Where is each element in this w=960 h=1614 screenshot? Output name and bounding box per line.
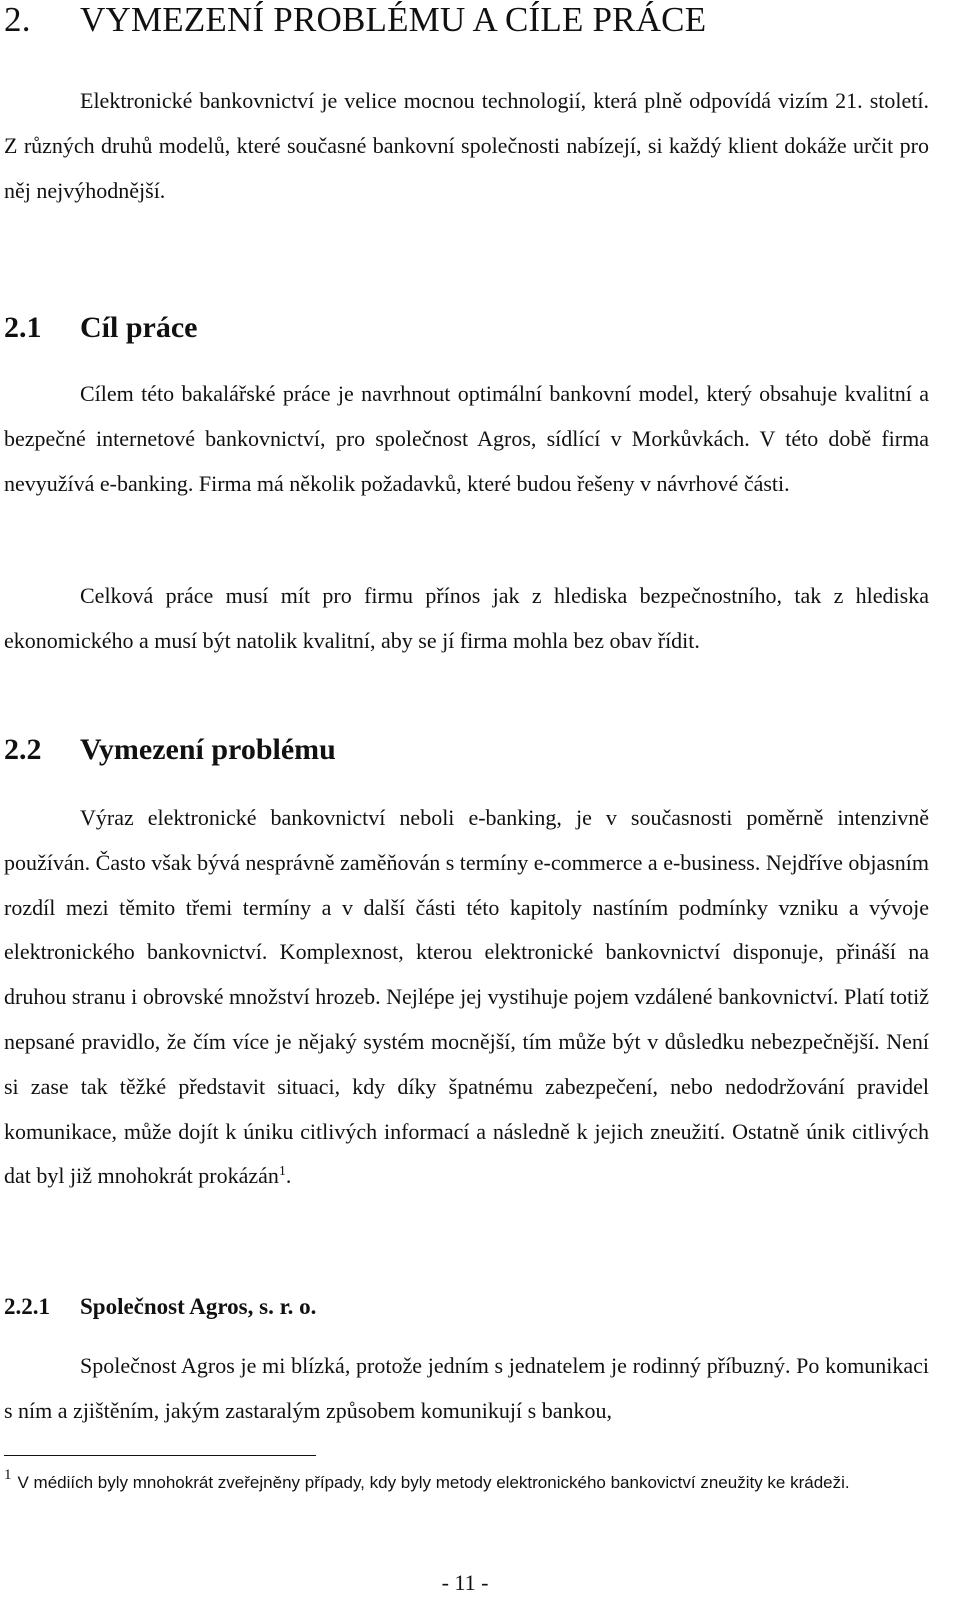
section-2-2-1-number: 2.2.1 <box>4 1294 50 1319</box>
section-2-2-paragraph-end: . <box>285 1163 292 1189</box>
section-2-1-paragraph-2: Celková práce musí mít pro firmu přínos jak z hlediska bezpečnostního, tak z hlediska ekonomického a musí být natolik kvalitní, aby se jí firma mohla bez obav řídit. <box>4 583 929 653</box>
section-2-2-paragraph <box>4 796 929 1199</box>
footnote-text: V médiích byly mnohokrát zveřejněny případy, kdy byly metody elektronického bankovictví zneužity ke krádeži. <box>17 1473 850 1492</box>
intro-paragraph: Elektronické bankovnictví je velice mocnou technologií, která plně odpovídá vizím 21. století. Z různých druhů modelů, které současné bankovní společnosti nabízejí, si každý klient dokáže určit pro něj nejvýhodnější. <box>4 88 929 203</box>
page-number: - 11 - <box>441 1570 489 1595</box>
chapter-title: VYMEZENÍ PROBLÉMU A CÍLE PRÁCE <box>80 0 707 39</box>
chapter-heading <box>4 0 706 40</box>
section-2-1-heading <box>4 311 197 345</box>
footnote-mark: 1 <box>4 1467 12 1483</box>
section-2-2-1-paragraph: Společnost Agros je mi blízká, protože jedním s jednatelem je rodinný příbuzný. Po komunikaci s ním a zjištěním, jakým zastaralým způsobem komunikují s bankou, <box>4 1353 929 1423</box>
section-2-1-title: Cíl práce <box>80 311 198 344</box>
footnote <box>4 1468 929 1497</box>
section-2-2-heading <box>4 733 336 767</box>
section-2-1-number: 2.1 <box>4 311 42 344</box>
chapter-number: 2. <box>4 0 31 39</box>
footnote-reference: 1 <box>278 1164 286 1180</box>
section-2-1-paragraph-1: Cílem této bakalářské práce je navrhnout optimální bankovní model, který obsahuje kvalitní a bezpečné internetové bankovnictví, pro společnost Agros, sídlící v Morkůvkách. V této době firma nevyužívá e-banking. Firma má několik požadavků, které budou řešeny v návrhové části. <box>4 381 929 496</box>
section-2-2-title: Vymezení problému <box>80 733 336 766</box>
section-2-2-1-heading <box>4 1294 316 1320</box>
section-2-2-number: 2.2 <box>4 733 42 766</box>
section-2-2-1-title: Společnost Agros, s. r. o. <box>80 1294 317 1319</box>
section-2-2-paragraph-text: Výraz elektronické bankovnictví neboli e-banking, je v současnosti poměrně intenzivně používán. Často však bývá nesprávně zaměňován s termíny e-commerce a e-business. Nejdříve objasním rozdíl mezi těmito třemi termíny a v další části této kapitoly nastíním podmínky vzniku a vývoje elektronického bankovnictví. Komplexnost, kterou elektronické bankovnictví disponuje, přináší na druhou stranu i obrovské množství hrozeb. Nejlépe jej vystihuje pojem vzdálené bankovnictví. Platí totiž nepsané pravidlo, že čím více je nějaký systém mocnější, tím může být v důsledku nebezpečnější. Není si zase tak těžké představit situaci, kdy díky špatnému zabezpečení, nebo nedodržování pravidel komunikace, může dojít k úniku citlivých informací a následně k jejich zneužití. Ostatně únik citlivých dat byl již mnohokrát prokázán <box>4 805 929 1189</box>
footnote-divider <box>4 1455 316 1456</box>
